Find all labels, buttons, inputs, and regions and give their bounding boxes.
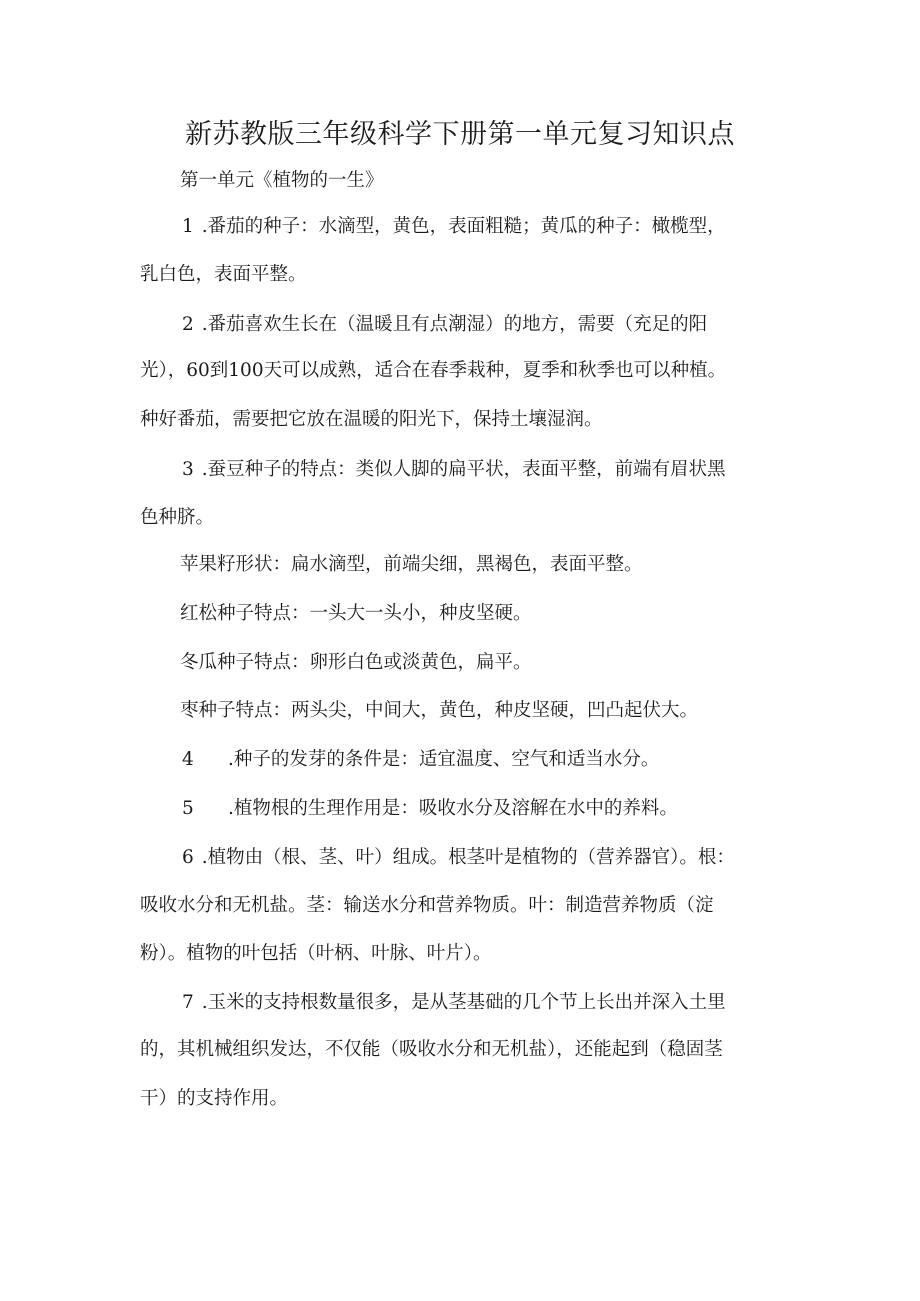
item-7-line-3: 干）的支持作用。 (140, 1088, 289, 1109)
jujube-seed-text: 枣种子特点：两头尖，中间大，黄色，种皮坚硬，凹凸起伏大。 (180, 700, 699, 721)
item-7-line-2: 的，其机械组织发达，不仅能（吸收水分和无机盐），还能起到（稳固茎 (140, 1039, 723, 1060)
item-1-line-2: 乳白色，表面平整。 (140, 264, 307, 285)
item-6-line-1 (182, 849, 735, 868)
item-3-line-1 (182, 461, 726, 480)
item-7-line-1 (182, 994, 726, 1013)
item-4-text: .种子的发芽的条件是：适宜温度、空气和适当水分。 (228, 749, 660, 770)
pine-seed-text: 红松种子特点：一头大一头小，种皮坚硬。 (180, 603, 532, 624)
unit-heading: 第一单元《植物的一生》 (180, 170, 384, 191)
item-5-text: .植物根的生理作用是：吸收水分及溶解在水中的养料。 (228, 798, 678, 819)
item-3-number: 3 (182, 459, 194, 480)
item-6-number: 6 (182, 847, 194, 868)
item-6-line-3: 粉）。植物的叶包括（叶柄、叶脉、叶片）。 (140, 943, 492, 964)
item-2-number: 2 (182, 314, 194, 335)
item-2-line-3: 种好番茄，需要把它放在温暖的阳光下，保持土壤湿润。 (140, 409, 603, 430)
item-2-line-2: 光），60到100天可以成熟，适合在春季栽种，夏季和秋季也可以种植。 (140, 360, 727, 381)
item-2-text: .番茄喜欢生长在（温暖且有点潮湿）的地方，需要（充足的阳 (201, 314, 708, 335)
item-1-number: 1 (182, 216, 194, 237)
item-4-number: 4 (182, 749, 194, 770)
document-title: 新苏教版三年级科学下册第一单元复习知识点 (185, 119, 735, 150)
apple-seed-text: 苹果籽形状：扁水滴型，前端尖细，黑褐色，表面平整。 (180, 554, 643, 575)
item-3-text: .蚕豆种子的特点：类似人脚的扁平状，表面平整，前端有眉状黑 (201, 459, 726, 480)
item-7-number: 7 (182, 992, 194, 1013)
item-5-number: 5 (182, 798, 194, 819)
item-6-line-2: 吸收水分和无机盐。茎：输送水分和营养物质。叶：制造营养物质（淀 (140, 895, 714, 916)
item-3-line-2: 色种脐。 (140, 507, 215, 528)
item-5-line-1 (182, 800, 678, 819)
melon-seed-text: 冬瓜种子特点：卵形白色或淡黄色，扁平。 (180, 652, 532, 673)
item-2-line-1 (182, 316, 707, 335)
item-1-line-1 (182, 218, 726, 237)
item-7-text: .玉米的支持根数量很多，是从茎基础的几个节上长出并深入土里 (201, 992, 726, 1013)
item-4-line-1 (182, 751, 659, 770)
item-1-text: .番茄的种子：水滴型，黄色，表面粗糙；黄瓜的种子：橄榄型， (201, 216, 726, 237)
item-6-text: .植物由（根、茎、叶）组成。根茎叶是植物的（营养器官）。根： (201, 847, 735, 868)
